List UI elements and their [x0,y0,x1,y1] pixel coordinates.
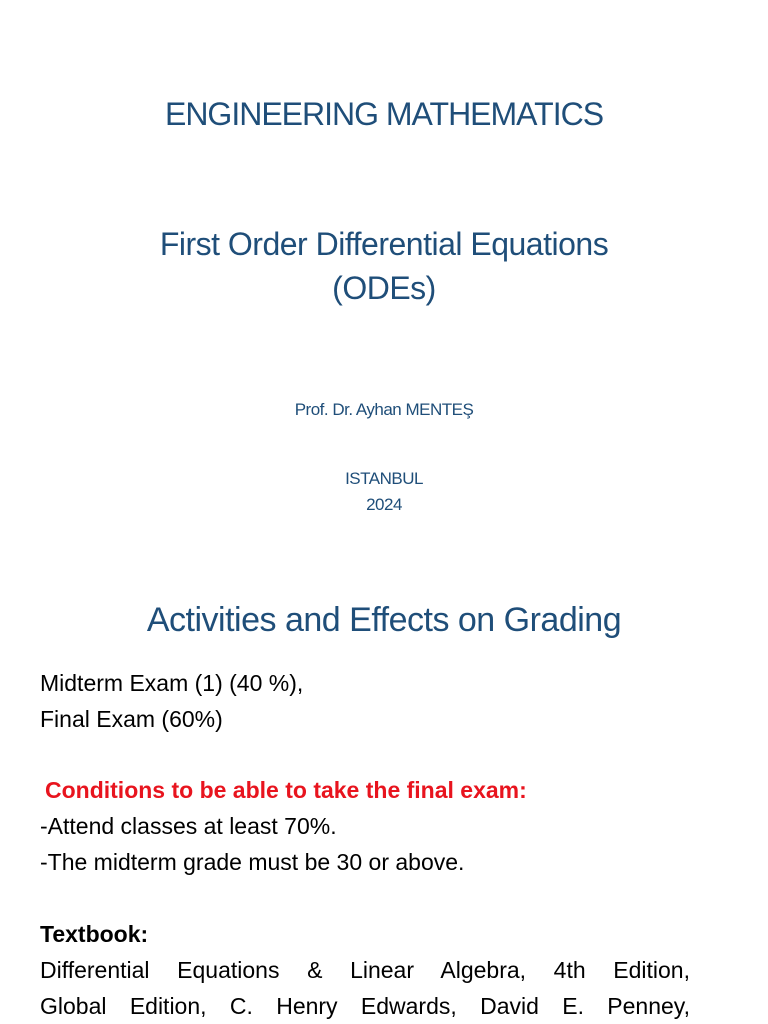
author-name: Prof. Dr. Ayhan MENTEŞ [294,400,474,419]
subtitle-line-2: (ODEs) [332,270,436,306]
grading-list [40,665,690,737]
textbook-line: Global Edition, C. Henry Edwards, David E. Penney, [40,993,690,1019]
condition-item: -The midterm grade must be 30 or above. [40,849,465,875]
course-title: ENGINEERING MATHEMATICS [164,96,604,132]
slide-title: Activities and Effects on Grading [146,601,622,639]
grading-slide [0,576,768,1024]
year: 2024 [366,495,402,514]
place-date [0,466,768,518]
conditions-heading: Conditions to be able to take the final exam: [45,777,527,803]
city: ISTANBUL [345,469,423,488]
grading-item: Midterm Exam (1) (40 %), [40,670,304,696]
textbook-heading: Textbook: [40,921,149,947]
condition-item: -Attend classes at least 70%. [40,813,337,839]
textbook-line: Differential Equations & Linear Algebra, 4th Edition, [40,957,690,983]
subtitle-line-1: First Order Differential Equations [159,226,609,262]
textbook-section [40,916,690,1024]
final-exam-conditions [40,772,690,880]
grading-item: Final Exam (60%) [40,706,223,732]
lecture-subtitle [0,222,768,310]
